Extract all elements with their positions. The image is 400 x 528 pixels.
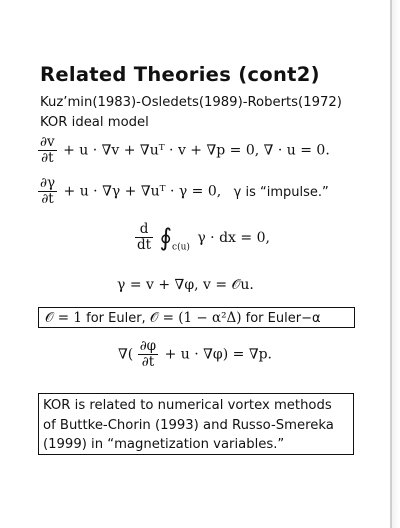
- fraction-dgamma-dt: [38, 176, 57, 207]
- impulse-note: γ is “impulse.”: [233, 184, 329, 200]
- note-line-1: KOR is related to numerical vortex methods: [43, 398, 332, 413]
- slide-title: Related Theories (cont2): [40, 63, 320, 86]
- for-euler-alpha-text: for Euler−α: [241, 311, 321, 326]
- equation-body: + u · ∇φ) = ∇p.: [164, 346, 272, 363]
- operator-euler: 𝒪 = 1: [45, 310, 82, 326]
- equation-momentum: [38, 135, 330, 166]
- fraction-numerator: ∂v: [40, 134, 55, 150]
- operator-euler-alpha: 𝒪 = (1 − α²Δ): [149, 310, 242, 326]
- scan-margin: [392, 0, 400, 528]
- fraction-denominator: dt: [137, 237, 152, 253]
- equation-gamma-definition: γ = v + ∇φ, v = 𝒪u.: [117, 277, 254, 293]
- equation-body: + u · ∇v + ∇uᵀ · v + ∇p = 0, ∇ · u = 0.: [63, 142, 330, 159]
- equation-body: γ · dx = 0,: [197, 229, 270, 246]
- equation-circulation: [135, 222, 270, 253]
- note-line-2: of Buttke-Chorin (1993) and Russo-Smereka: [43, 417, 334, 433]
- fraction-numerator: ∂γ: [40, 175, 56, 191]
- note-line-3: (1999) in “magnetization variables.”: [43, 437, 285, 452]
- equation-prefix: ∇(: [118, 346, 134, 363]
- fraction-dphi-dt: [138, 339, 158, 370]
- for-euler-text: for Euler,: [82, 311, 150, 326]
- contour-integral-icon: ∮: [159, 223, 173, 252]
- fraction-dv-dt: [38, 135, 57, 166]
- equation-pressure: [118, 339, 272, 370]
- boxed-operator-definition: [38, 307, 355, 328]
- references-line: Kuz’min(1983)-Osledets(1989)-Roberts(1972): [40, 95, 342, 110]
- fraction-denominator: ∂t: [141, 354, 155, 370]
- fraction-numerator: d: [135, 222, 153, 238]
- fraction-denominator: ∂t: [41, 191, 54, 207]
- model-line: KOR ideal model: [40, 115, 149, 130]
- kor-note-box: [38, 393, 354, 455]
- fraction-numerator: ∂φ: [139, 338, 157, 354]
- fraction-denominator: ∂t: [41, 150, 54, 166]
- fraction-d-dt: [135, 222, 153, 253]
- equation-body: + u · ∇γ + ∇uᵀ · γ = 0,: [63, 183, 222, 200]
- equation-impulse: [38, 176, 329, 207]
- contour-label: c(u): [172, 242, 190, 253]
